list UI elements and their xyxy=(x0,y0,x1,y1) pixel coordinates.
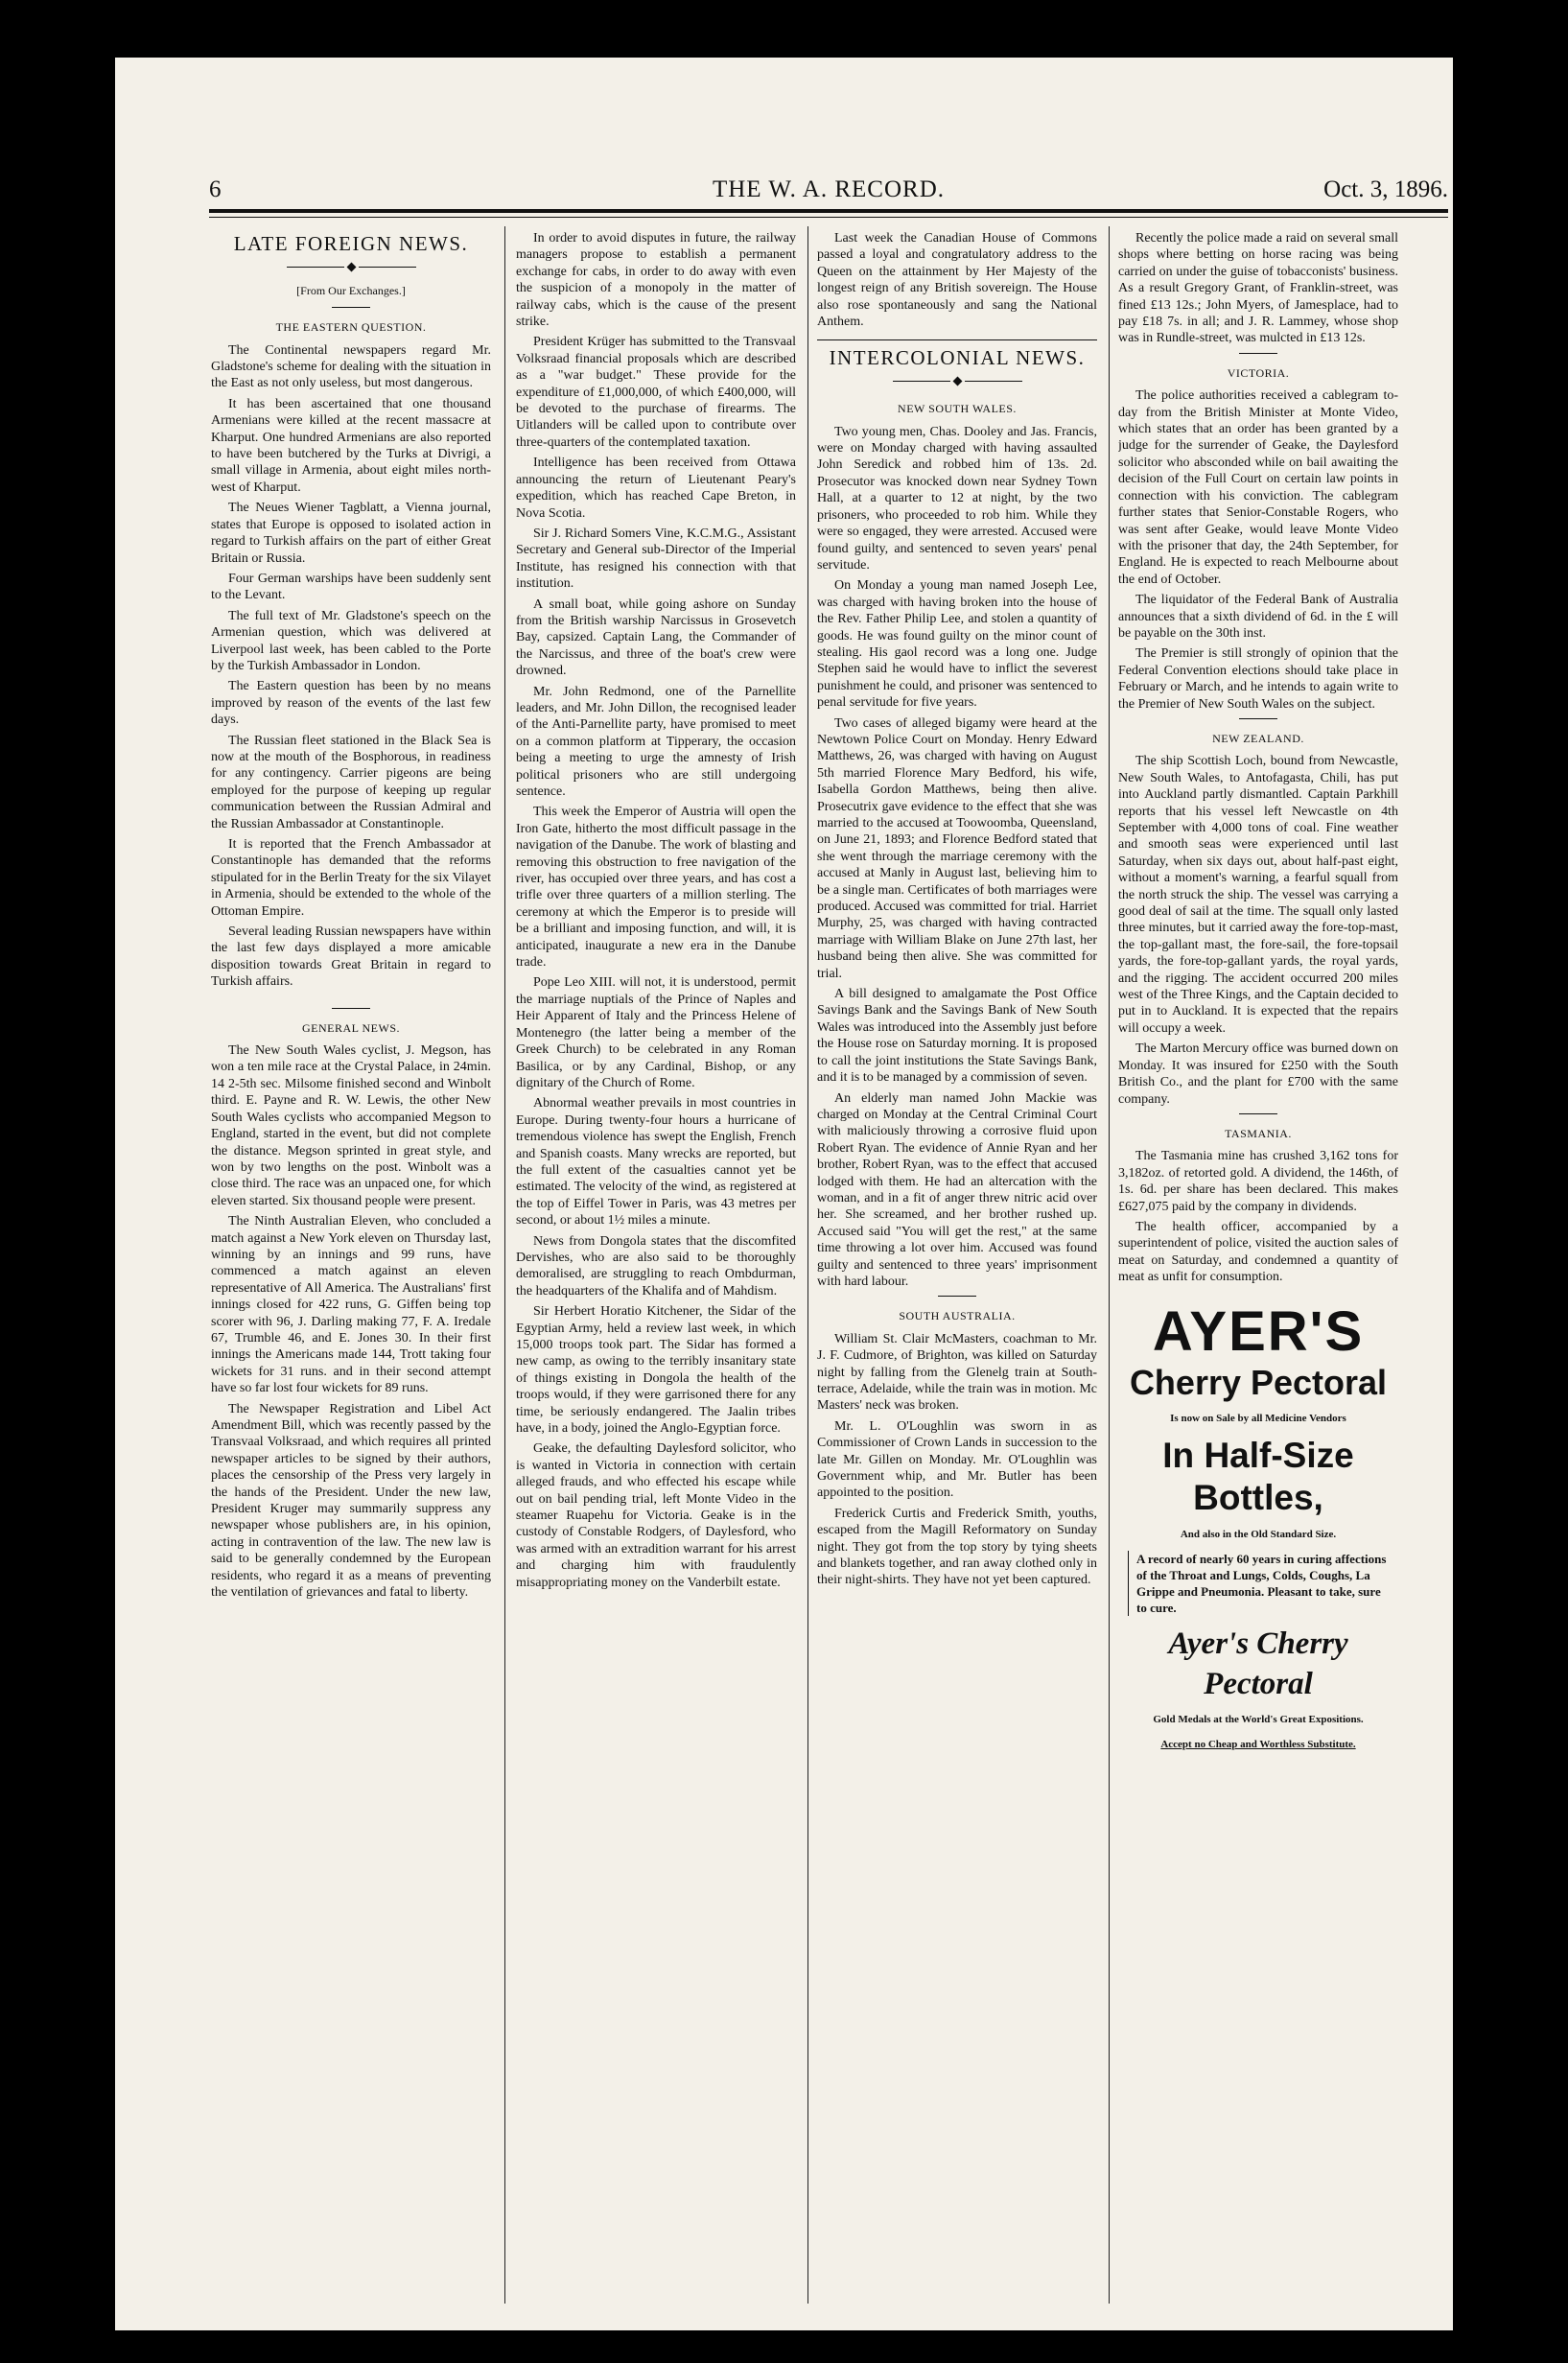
article-paragraph: The Ninth Australian Eleven, who concluded a match against a New York eleven on Thursday last, winning by an innings and 99 runs, have commenced a match against an eleven representative of All America. The Australians' first innings closed for 422 runs, G. Giffen being top scorer with 96, J. Darling making 77, F. A. Iredale 67, Trumble 46, and E. Jones 30. In their first innings the Americans made 144, Trott taking four wickets for 31 runs. and in their second attempt have so far lost four wickets for 89 runs. xyxy=(211,1214,491,1396)
article-paragraph: A small boat, while going ashore on Sunday from the British warship Narcissus in Grosevetch Bay, capsized. Captain Lang, the Commander of the Narcissus, and three of the boat's crew were drowned. xyxy=(516,597,796,679)
article-paragraph: Two young men, Chas. Dooley and Jas. Francis, were on Monday charged with having assaulted John Seredick and robbed him of 13s. 2d. Prosecutor was knocked down near Sydney Town Hall, at a quarter to 12 at night, by the two prisoners, who proceeded to rob him. While they were so engaged, they were arrested. Accused were found guilty, and sentenced to seven years' penal servitude. xyxy=(817,424,1097,573)
subheading-tasmania: TASMANIA. xyxy=(1225,1126,1292,1140)
ad-standard-size: And also in the Old Standard Size. xyxy=(1180,1528,1337,1540)
article-paragraph: This week the Emperor of Austria will open the Iron Gate, hitherto the most difficult passage in the navigation of the Danube. The work of blasting and removing this obstruction to free navigation of the river, has occupied over three years, and has cost a trifle over three quarters of a million sterling. The ceremony at which the Emperor is to preside will be a brilliant and imposing function, and will, it is anticipated, inaugurate a new era in the Danube trade. xyxy=(516,805,796,971)
column-4 xyxy=(1118,230,1398,2302)
short-rule xyxy=(1239,718,1277,719)
article-paragraph: Mr. John Redmond, one of the Parnellite leaders, and Mr. John Dillon, the recognised leader of the Anti-Parnellite party, have promised to meet on a common platform at Tipperary, the occasion being a meeting to urge the amnesty of Irish political prisoners who are still undergoing sentence. xyxy=(516,684,796,799)
article-paragraph: Pope Leo XIII. will not, it is understood, permit the marriage nuptials of the Prince of Naples and Heir Apparent of Italy and the Princess Helene of Montenegro (the latter being a member of the Greek Church) to be celebrated in any Roman Basilica, or by any Cardinal, Bishop, or any dignitary of the Church of Rome. xyxy=(516,975,796,1090)
short-rule xyxy=(1239,353,1277,354)
article-paragraph: The ship Scottish Loch, bound from Newcastle, New South Wales, to Antofagasta, Chili, has put into Auckland partly dismantled. Captain Parkhill reports that his vessel left Newcastle on 4th September with 4,000 tons of coal. Fine weather and smooth seas were experienced until last Saturday, when six days out, about half-past eight, without a moment's warning, a fearful squall from the north struck the ship. The vessel was carrying a good deal of sail at the time. The squall only lasted three minutes, but it carried away the fore-top-mast, the top-gallant mast, the fore-sail, the fore-topsail yards, the fore-top-gallant yards, the royal yards, and the rigging. The accident occurred 200 miles west of the Three Kings, and the Captain decided to put in to Auckland. It is expected that the repairs will occupy a week. xyxy=(1118,754,1398,1036)
article-paragraph: Intelligence has been received from Ottawa announcing the return of Lieutenant Peary's expedition, which has reached Cape Breton, in Nova Scotia. xyxy=(516,456,796,521)
column-3 xyxy=(817,230,1097,2302)
article-paragraph: The New South Wales cyclist, J. Megson, has won a ten mile race at the Crystal Palace, in 24min. 14 2-5th sec. Milsome finished second and Winbolt third. E. Payne and R. W. Lewis, the other New South Wales cyclists who accompanied Megson to England, started in the event, but did not complete the distance. Megson sprinted in great style, and won by two lengths on the post. Winbolt was a close third. The race was an unpaced one, for which eleven started. Six thousand people were present. xyxy=(211,1043,491,1208)
ad-size: In Half-Size Bottles, xyxy=(1162,1435,1354,1517)
article-paragraph: A bill designed to amalgamate the Post Office Savings Bank and the Savings Bank of New South Wales was introduced into the Assembly just before the House rose on Saturday morning. It is proposed to call the joint institutions the State Savings Bank, and it is to be managed by a commission of seven. xyxy=(817,987,1097,1086)
article-paragraph: President Krüger has submitted to the Transvaal Volksraad financial proposals which are described as a "war budget." These provide for the expenditure of £1,000,000, of which £400,000, will be devoted to the purchase of firearms. The Uitlanders will be called upon to contribute over three-quarters of the contemplated taxation. xyxy=(516,335,796,450)
article-paragraph: The Tasmania mine has crushed 3,162 tons for 3,182oz. of retorted gold. A dividend, the 146th, of 1s. 6d. per share has been declared. This makes £627,075 paid by the company in dividends. xyxy=(1118,1149,1398,1214)
ad-medals: Gold Medals at the World's Great Expositions. xyxy=(1153,1714,1364,1726)
short-rule xyxy=(938,1296,976,1297)
article-paragraph: An elderly man named John Mackie was charged on Monday at the Central Criminal Court with maliciously throwing a corrosive fluid upon Robert Ryan. The evidence of Annie Ryan and her brother, Robert Ryan, was to the effect that accused lodged with them. He had an altercation with the woman, and in a fit of anger threw nitric acid over her. She screamed, and her brother rushed up. Accused said "You will get the rest," at the same time throwing a lot over him. Accused was found guilty and sentenced to three years' imprisonment with hard labour. xyxy=(817,1090,1097,1289)
article-paragraph: The liquidator of the Federal Bank of Australia announces that a sixth dividend of 6d. in the £ will be payable on the 30th inst. xyxy=(1118,593,1398,641)
section-heading-intercolonial: INTERCOLONIAL NEWS. xyxy=(829,346,1086,370)
page-number: 6 xyxy=(209,176,222,202)
column-2 xyxy=(516,230,796,2302)
article-paragraph: On Monday a young man named Joseph Lee, was charged with having broken into the house of the Rev. Father Philip Lee, and stolen a quantity of goods. He was found guilty on the minor count of stealing. His gaol record was a long one. Judge Stephen said he would have to inflict the severest punishment he could, and prisoner was sentenced to penal servitude for five years. xyxy=(817,578,1097,711)
column-divider xyxy=(807,226,808,2304)
short-rule xyxy=(1239,1113,1277,1114)
article-paragraph: The police authorities received a cablegram to-day from the British Minister at Monte Video, which states that an order has been granted by a judge for the surrender of Geake, the Daylesford solicitor who absconded while on bail awaiting the decision of the Full Court on certain law points in connection with his conviction. The cablegram further states that Senior-Constable Rogers, who was sent after Geake, would leave Monte Video with the prisoner that day, the 24th September, for England. He is expected to reach Melbourne about the end of October. xyxy=(1118,388,1398,587)
article-paragraph: Abnormal weather prevails in most countries in Europe. During twenty-four hours a hurricane of tremendous violence has swept the English, French and Spanish coasts. Many wrecks are reported, but the full extent of the casualties cannot yet be estimated. The velocity of the wind, as registered at the top of Eiffel Tower in Paris, was 43 metres per second, or about 1½ miles a minute. xyxy=(516,1096,796,1228)
article-paragraph: The Newspaper Registration and Libel Act Amendment Bill, which was recently passed by the Transvaal Volksraad, and which requires all printed newspaper articles to be signed by their authors, places the censorship of the Press very largely in the hands of the President. Under the new law, President Kruger may summarily suppress any newspaper whose publishers are, in his opinion, acting in contravention of the law. The new law is said to be generally condemned by the European residents, who regard it as a means of preventing the ventilation of grievances and fatal to liberty. xyxy=(211,1401,491,1601)
column-divider xyxy=(1109,226,1110,2304)
article-paragraph: Sir J. Richard Somers Vine, K.C.M.G., Assistant Secretary and General sub-Director of the Imperial Institute, has resigned his connection with that institution. xyxy=(516,526,796,592)
article-paragraph: The Marton Mercury office was burned down on Monday. It was insured for £250 with the South British Co., and the plant for £700 with the same company. xyxy=(1118,1041,1398,1107)
ornament-divider xyxy=(211,258,491,274)
section-heading-foreign: LATE FOREIGN NEWS. xyxy=(233,232,469,255)
article-paragraph: The Neues Wiener Tagblatt, a Vienna journal, states that Europe is opposed to isolated action in regard to Turkish affairs on the part of either Great Britain or Russia. xyxy=(211,501,491,566)
short-rule xyxy=(332,1008,370,1009)
ad-record-text: A record of nearly 60 years in curing affections of the Throat and Lungs, Colds, Coughs, La Grippe and Pneumonia. Pleasant to take, sure to cure. xyxy=(1128,1551,1389,1616)
ornament-divider xyxy=(817,373,1097,389)
masthead-rule xyxy=(209,209,1448,213)
article-paragraph: Mr. L. O'Loughlin was sworn in as Commissioner of Crown Lands in succession to the late Mr. Gillen on Monday. Mr. O'Loughlin was Government whip, and Mr. Butler has been appointed to the position. xyxy=(817,1418,1097,1501)
short-rule xyxy=(817,339,1097,340)
article-paragraph: Four German warships have been suddenly sent to the Levant. xyxy=(211,571,491,603)
ad-product: Cherry Pectoral xyxy=(1129,1362,1388,1402)
ayers-advertisement xyxy=(1118,1301,1398,1754)
issue-date: Oct. 3, 1896. xyxy=(1323,176,1448,202)
ad-script-logo: Ayer's Cherry Pectoral xyxy=(1168,1626,1348,1702)
article-paragraph: Geake, the defaulting Daylesford solicitor, who is wanted in Victoria in connection with certain alleged frauds, and who effected his escape while out on bail pending trial, left Monte Video in the steamer Ruapehu for Victoria. Geake is in the custody of Constable Rodgers, of Daylesford, who was armed with an extradition warrant for his arrest and charging him with fraudulently misappropriating money on the Vanderbilt estate. xyxy=(516,1441,796,1590)
article-paragraph: Two cases of alleged bigamy were heard at the Newtown Police Court on Monday. Henry Edward Matthews, 26, was charged with having on August 5th married Florence Mary Bedford, his wife, Isabella Gordon Matthews, being then alive. Prosecutrix gave evidence to the effect that she was married to the accused at Toowoomba, Queensland, on June 21, 1893; and Florence Bedford stated that she went through the marriage ceremony with the accused at Manly in August last, believing him to be a single man. Certificates of both marriages were produced. Accused was committed for trial. Harriet Murphy, 25, was charged with having contracted marriage with William Blake on June 27th last, her husband being then alive. She was committed for trial. xyxy=(817,715,1097,981)
article-paragraph: It has been ascertained that one thousand Armenians were killed at the recent massacre at Kharput. One hundred Armenians are also reported to have been butchered by the Turks at Divrigi, a small village in Armenia, about eight miles north-west of Kharput. xyxy=(211,396,491,495)
article-paragraph: William St. Clair McMasters, coachman to Mr. J. F. Cudmore, of Brighton, was killed on Saturday night by falling from the Glenelg train at South-terrace, Adelaide, while the train was in motion. Mc Masters' neck was broken. xyxy=(817,1331,1097,1414)
short-rule xyxy=(332,307,370,308)
newspaper-title: THE W. A. RECORD. xyxy=(712,176,946,202)
article-paragraph: The health officer, accompanied by a superintendent of police, visited the auction sales of meat on Saturday, and condemned a quantity of meat as unfit for consumption. xyxy=(1118,1219,1398,1285)
article-paragraph: The full text of Mr. Gladstone's speech on the Armenian question, which was delivered at Liverpool last week, has been cabled to the Porte by the Turkish Ambassador in London. xyxy=(211,608,491,673)
article-paragraph: In order to avoid disputes in future, the railway managers propose to establish a permanent exchange for cabs, in order to do away with even the suspicion of a monopoly in the matter of railway cabs, which is the cause of the present strike. xyxy=(516,231,796,330)
source-note: [From Our Exchanges.] xyxy=(296,283,406,297)
masthead-rule-thin xyxy=(209,217,1448,218)
article-paragraph: Last week the Canadian House of Commons passed a loyal and congratulatory address to the Queen on the attainment by Her Majesty of the longest reign of any British sovereign. The House also rose spontaneously and sang the National Anthem. xyxy=(817,231,1097,330)
subheading-general-news: GENERAL NEWS. xyxy=(301,1020,401,1035)
article-paragraph: The Eastern question has been by no means improved by reason of the events of the last few days. xyxy=(211,679,491,728)
article-paragraph: Sir Herbert Horatio Kitchener, the Sidar of the Egyptian Army, held a review last week, in which 15,000 troops took part. The Sidar has formed a new camp, as owing to the terribly insanitary state of things existing in Dongola the health of the troops would, if they were garrisoned there for any time, be seriously endangered. The Jaalin tribes have, in a body, joined the Anglo-Egyptian force. xyxy=(516,1304,796,1437)
article-paragraph: Recently the police made a raid on several small shops where betting on horse racing was being carried on under the guise of tobacconists' business. As a result Gregory Grant, of Franklin-street, was fined £13 12s.; John Myers, of Jamesplace, had to pay £18 7s. in all; and J. R. Lammey, whose shop was in Rundle-street, was mulcted in £13 12s. xyxy=(1118,231,1398,346)
subheading-south-australia: SOUTH AUSTRALIA. xyxy=(899,1309,1016,1323)
ad-sale-line: Is now on Sale by all Medicine Vendors xyxy=(1170,1412,1346,1424)
article-paragraph: The Premier is still strongly of opinion that the Federal Convention elections should take place in February or March, and he intends to again write to the Premier of New South Wales on the subject. xyxy=(1118,646,1398,712)
column-divider xyxy=(504,226,505,2304)
article-paragraph: Frederick Curtis and Frederick Smith, youths, escaped from the Magill Reformatory on Sunday night. They got from the top story by tying sheets and blankets together, and ran away clothed only in their night-shirts. They have not yet been captured. xyxy=(817,1506,1097,1588)
column-1 xyxy=(211,230,491,2302)
subheading-victoria: VICTORIA. xyxy=(1227,365,1290,380)
article-paragraph: It is reported that the French Ambassador at Constantinople has demanded that the reforms stipulated for in the Berlin Treaty for the six Vilayet in Armenia, should be extended to the whole of the Ottoman Empire. xyxy=(211,837,491,919)
ad-accept-note: Accept no Cheap and Worthless Substitute. xyxy=(1160,1738,1356,1750)
newspaper-page xyxy=(115,58,1453,2330)
article-paragraph: The Continental newspapers regard Mr. Gladstone's scheme for dealing with the situation in the East as not only useless, but most dangerous. xyxy=(211,342,491,391)
subheading-new-south-wales: NEW SOUTH WALES. xyxy=(898,402,1017,416)
article-paragraph: The Russian fleet stationed in the Black Sea is now at the mouth of the Bosphorous, in readiness for any contingency. Carrier pigeons are being employed for the purpose of keeping up regular communication between the Russian Admiral and the Russian Ambassador at Constantinople. xyxy=(211,733,491,831)
article-paragraph: Several leading Russian newspapers have within the last few days displayed a more amicable disposition towards Great Britain in regard to Turkish affairs. xyxy=(211,924,491,990)
article-paragraph: News from Dongola states that the discomfited Dervishes, who are also said to be thoroughly demoralised, are struggling to reach Ombdurman, the headquarters of the Khalifa and of Mahdism. xyxy=(516,1233,796,1298)
ad-brand: AYER'S xyxy=(1152,1299,1365,1363)
subheading-new-zealand: NEW ZEALAND. xyxy=(1212,731,1304,745)
subheading-eastern-question: THE EASTERN QUESTION. xyxy=(275,320,427,335)
masthead xyxy=(209,171,1448,209)
